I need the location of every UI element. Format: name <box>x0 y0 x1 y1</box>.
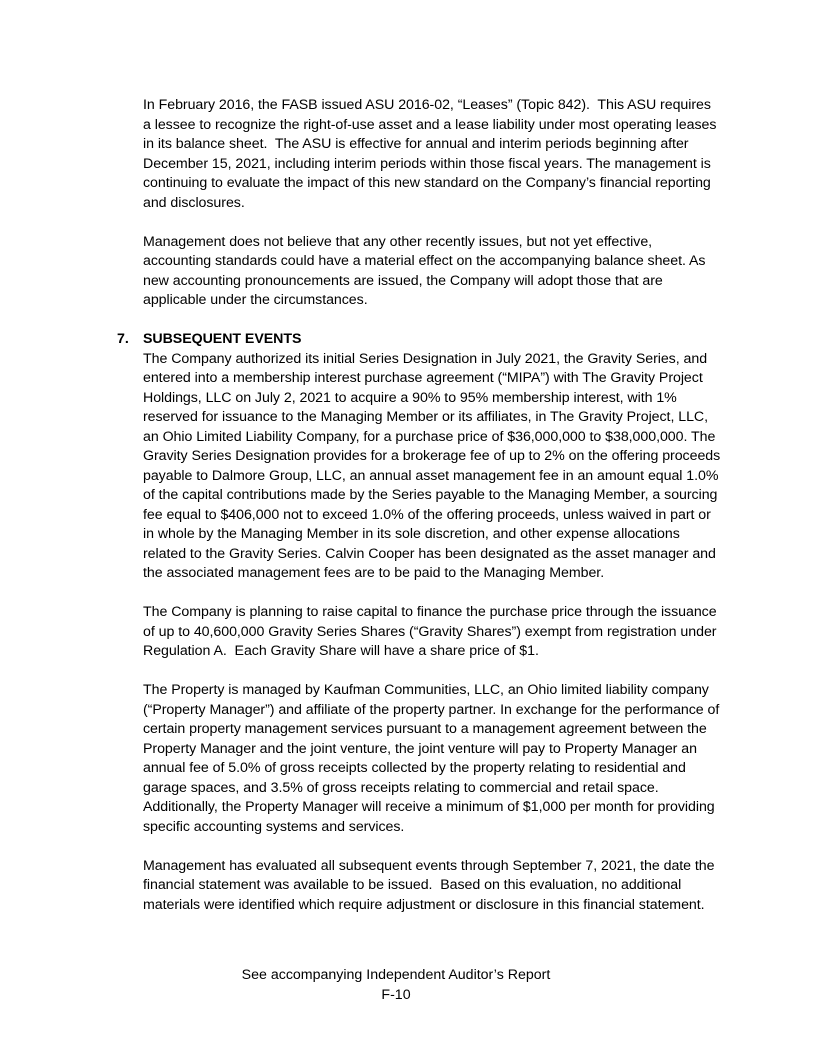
paragraph-series-designation-mipa: The Company authorized its initial Series Designation in July 2021, the Gravity Series, and entered into a membership interest purchase agreement (“MIPA”) with The Gravity Project Holdings, LLC on July 2, 2021 to acquire a 90% to 95% membership interest, with 1% reserved for issuance to the Managing Member or its affiliates, in The Gravity Project, LLC, an Ohio Limited Liability Company, for a purchase price of $36,000,000 to $38,000,000. The Gravity Series Designation provides for a brokerage fee of up to 2% on the offering proceeds payable to Dalmore Group, LLC, an annual asset management fee in an amount equal 1.0% of the capital contributions made by the Series payable to the Managing Member, a sourcing fee equal to $406,000 not to exceed 1.0% of the offering proceeds, unless waived in part or in whole by the Managing Member in its sole discretion, and other expense allocations related to the Gravity Series. Calvin Cooper has been designated as the asset manager and the associated management fees are to be paid to the Managing Member. <box>143 350 725 581</box>
paragraph-other-accounting-standards: Management does not believe that any other recently issues, but not yet effective, accounting standards could have a material effect on the accompanying balance sheet. As new accounting pronouncements are issued, the Company will adopt those that are applicable under the circumstances. <box>143 233 710 308</box>
paragraph-asu-2016-02-leases: In February 2016, the FASB issued ASU 2016-02, “Leases” (Topic 842). This ASU requires a lessee to recognize the right-of-use asset and a lease liability under most operating leases in its balance sheet. The ASU is effective for annual and interim periods beginning after December 15, 2021, including interim periods within those fiscal years. The management is continuing to evaluate the impact of this new standard on the Company’s financial reporting and disclosures. <box>143 97 721 211</box>
paragraph-capital-raise-gravity-shares: The Company is planning to raise capital to finance the purchase price through the issuance of up to 40,600,000 Gravity Series Shares (“Gravity Shares”) exempt from registration under Regulation A. Each Gravity Share will have a share price of $1. <box>143 604 721 659</box>
paragraph-property-manager: The Property is managed by Kaufman Communities, LLC, an Ohio limited liability company (“Property Manager”) and affiliate of the property partner. In exchange for the performance of certain property management services pursuant to a management agreement between the Property Manager and the joint venture, the joint venture will pay to Property Manager an annual fee of 5.0% of gross receipts collected by the property relating to residential and garage spaces, and 3.5% of gross receipts relating to commercial and retail space. Additionally, the Property Manager will receive a minimum of $1,000 per month for providing specific accounting systems and services. <box>143 682 724 835</box>
page-footer <box>0 966 792 1005</box>
paragraph-subsequent-events-evaluation: Management has evaluated all subsequent events through September 7, 2021, the date the financial statement was available to be issued. Based on this evaluation, no additional materials were identified which require adjustment or disclosure in this financial statement. <box>143 857 719 913</box>
section-number: 7. <box>117 331 129 347</box>
section-title: SUBSEQUENT EVENTS <box>143 331 302 347</box>
document-body <box>117 96 725 935</box>
footer-auditors-report-note: See accompanying Independent Auditor’s Report <box>241 967 551 983</box>
section-heading-subsequent-events <box>117 330 721 350</box>
footer-page-number: F-10 <box>381 986 411 1003</box>
